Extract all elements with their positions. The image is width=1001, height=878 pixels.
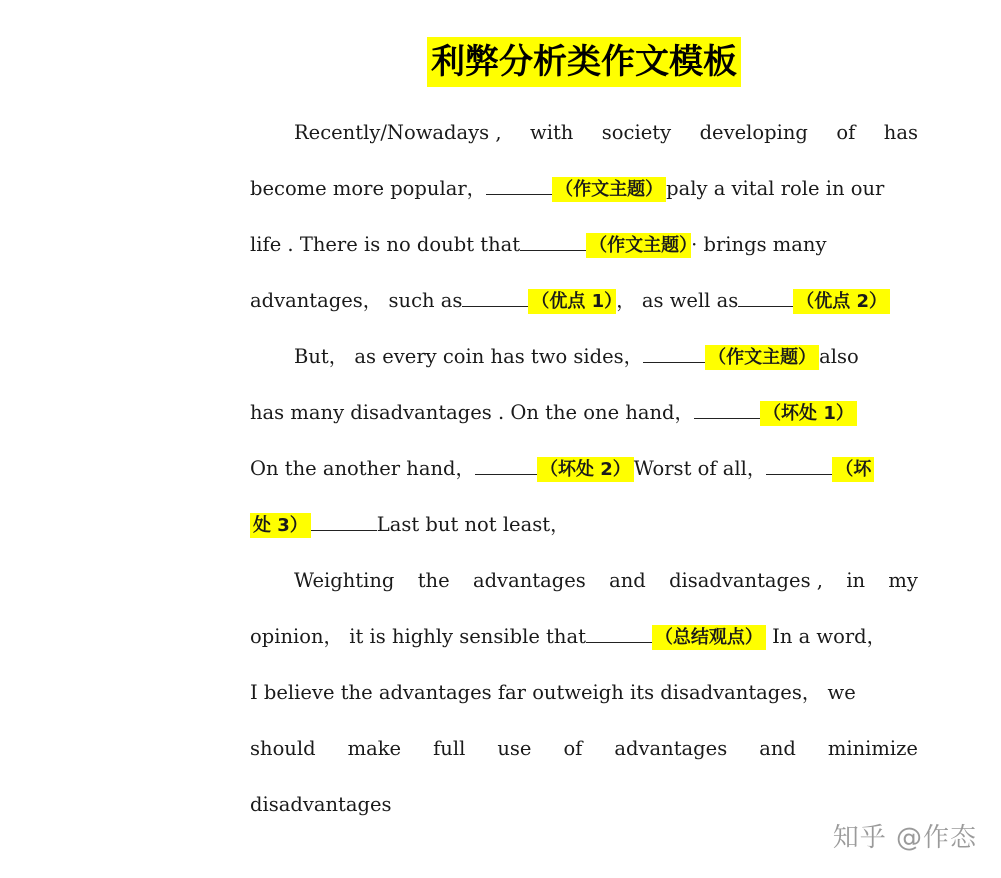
placeholder-topic: （作文主题） xyxy=(552,177,666,202)
word: and xyxy=(609,569,646,592)
text: In a word， xyxy=(772,625,887,648)
p1-line-2 xyxy=(250,172,918,207)
word: my xyxy=(888,569,918,592)
placeholder-topic: （作文主题） xyxy=(705,345,819,370)
word: of xyxy=(563,737,583,760)
text: become more popular， xyxy=(250,177,487,200)
word: advantages xyxy=(614,737,728,760)
text: advantages， such as xyxy=(250,289,463,312)
word: disadvantages , xyxy=(669,569,823,592)
word: should xyxy=(250,737,316,760)
p3-line-2 xyxy=(250,620,918,655)
text: opinion， it is highly sensible that xyxy=(250,625,586,648)
placeholder-disadvantage-3-cont: 处 3） xyxy=(250,513,311,538)
p2-line-1 xyxy=(250,340,918,375)
word: Weighting xyxy=(294,569,395,592)
word: use xyxy=(497,737,532,760)
blank-line xyxy=(643,361,705,363)
text: disadvantages xyxy=(250,793,392,816)
text: I believe the advantages far outweigh its disadvantages， we xyxy=(250,681,856,704)
placeholder-topic: （作文主题） xyxy=(586,233,691,258)
word: advantages xyxy=(472,569,586,592)
word: has xyxy=(883,121,918,144)
title-container xyxy=(0,37,1001,87)
text: ， as well as xyxy=(616,289,739,312)
p1-line-1 xyxy=(250,116,918,150)
p2-line-2 xyxy=(250,396,918,431)
blank-line xyxy=(738,305,793,307)
p2-line-4 xyxy=(250,508,918,543)
blank-line xyxy=(694,417,760,419)
placeholder-disadvantage-3: （坏 xyxy=(832,457,874,482)
blank-line xyxy=(475,473,537,475)
p3-line-3 xyxy=(250,676,918,710)
placeholder-advantage-2: （优点 2） xyxy=(793,289,890,314)
word: with xyxy=(530,121,574,144)
document-title: 利弊分析类作文模板 xyxy=(427,37,741,87)
p1-line-3 xyxy=(250,228,918,263)
word: of xyxy=(836,121,856,144)
watermark: 知乎 @作态 xyxy=(832,823,977,853)
blank-line xyxy=(586,641,652,643)
blank-line xyxy=(486,193,552,195)
p3-line-1 xyxy=(250,564,918,598)
placeholder-conclusion: （总结观点） xyxy=(652,625,766,650)
word: society xyxy=(601,121,672,144)
word: the xyxy=(417,569,450,592)
p3-line-4 xyxy=(250,732,918,766)
placeholder-disadvantage-2: （坏处 2） xyxy=(537,457,634,482)
blank-line xyxy=(311,529,377,531)
text: life . There is no doubt that xyxy=(250,233,521,256)
word: Recently/Nowadays , xyxy=(294,121,502,144)
text: paly a vital role in our xyxy=(666,177,885,200)
p2-line-3 xyxy=(250,452,918,487)
blank-line xyxy=(462,305,528,307)
text: Worst of all， xyxy=(633,457,767,480)
placeholder-advantage-1: （优点 1） xyxy=(528,289,616,314)
word: and xyxy=(759,737,796,760)
text: also xyxy=(819,345,859,368)
text: On the another hand， xyxy=(250,457,475,480)
blank-line xyxy=(766,473,832,475)
blank-line xyxy=(520,249,586,251)
placeholder-disadvantage-1: （坏处 1） xyxy=(760,401,857,426)
word: in xyxy=(846,569,866,592)
text: has many disadvantages . On the one hand， xyxy=(250,401,695,424)
word: developing xyxy=(699,121,808,144)
word: minimize xyxy=(827,737,918,760)
text: Last but not least， xyxy=(376,513,570,536)
word: full xyxy=(433,737,466,760)
text: · brings many xyxy=(691,233,827,256)
text: But， as every coin has two sides， xyxy=(294,345,644,368)
word: make xyxy=(347,737,402,760)
p3-line-5 xyxy=(250,788,918,822)
p1-line-4 xyxy=(250,284,918,319)
